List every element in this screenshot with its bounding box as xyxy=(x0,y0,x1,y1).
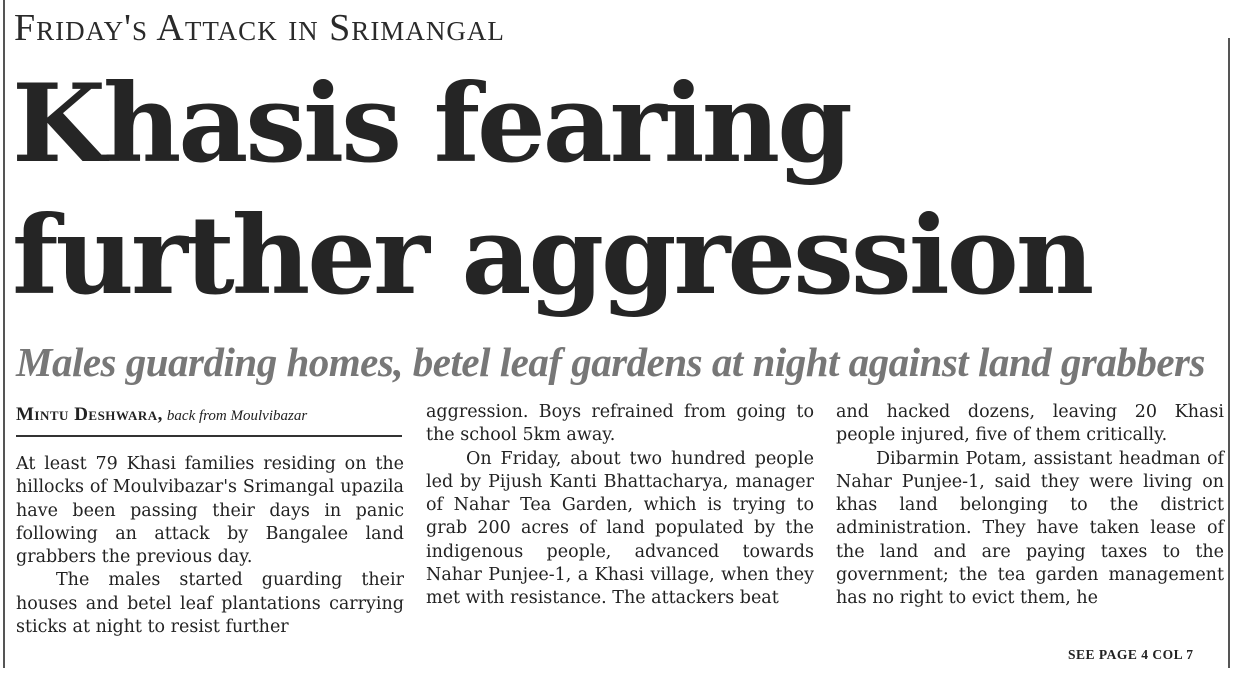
paragraph: On Friday, about two hundred people led by Pijush Kanti Bhattacharya, manager of Nahar Tea Garden, which is trying to grab 200 acres of land populated by the indigenous people, advanced towards Nahar Punjee-1, a Khasi village, when they met with resistance. The attackers beat xyxy=(426,448,814,609)
article-column-3 xyxy=(836,401,1224,611)
paragraph: aggression. Boys refrained from going to the school 5km away. xyxy=(426,402,814,446)
paragraph: The males started guarding their houses and betel leaf plantations carrying sticks at night to resist further xyxy=(16,570,404,638)
paragraph: Dibarmin Potam, assistant headman of Nahar Punjee-1, said they were living on khas land belonging to the district administration. They have taken lease of the land and are paying taxes to the government; the tea garden management has no right to evict them, he xyxy=(836,448,1224,609)
headline: Khasis fearing further aggression xyxy=(12,61,1092,319)
left-column-rule xyxy=(3,0,5,668)
byline xyxy=(16,404,307,426)
article-column-2 xyxy=(426,401,814,611)
paragraph: At least 79 Khasi families residing on the hillocks of Moulvibazar's Srimangal upazila have been passing their days in panic following an attack by Bangalee land grabbers the previous day. xyxy=(16,454,404,568)
byline-author: Mintu Deshwara, xyxy=(16,404,163,425)
right-column-rule xyxy=(1228,38,1230,668)
byline-location: back from Moulvibazar xyxy=(166,408,308,424)
continuation-note[interactable]: SEE PAGE 4 COL 7 xyxy=(1068,647,1194,662)
subheadline: Males guarding homes, betel leaf gardens at night against land grabbers xyxy=(16,339,1205,385)
kicker: Friday's Attack in Srimangal xyxy=(14,7,505,49)
paragraph: and hacked dozens, leaving 20 Khasi people injured, five of them critically. xyxy=(836,402,1224,446)
byline-divider xyxy=(16,435,402,437)
article-column-1 xyxy=(16,453,404,639)
